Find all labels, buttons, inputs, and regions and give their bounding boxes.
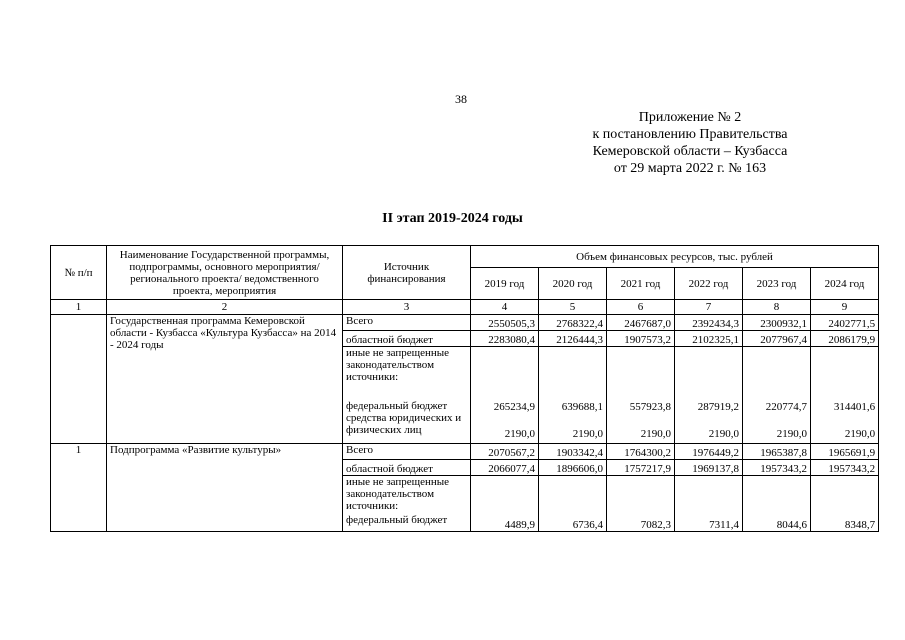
row-value: 1903342,4 — [539, 444, 607, 460]
header-name: Наименование Государственной программы, подпрограммы, основного мероприятия/регионального проекта/ ведомственного проекта, мероприятия — [107, 246, 343, 300]
column-number: 1 — [51, 300, 107, 315]
column-number: 3 — [343, 300, 471, 315]
row-value: 2768322,4 — [539, 315, 607, 331]
row-value: 2190,0 — [708, 428, 739, 440]
row-source: иные не запрещенные законодательством источники: — [346, 476, 450, 512]
row-value: 2190,0 — [640, 428, 671, 440]
stage-title: II этап 2019-2024 годы — [382, 211, 523, 226]
column-number: 4 — [471, 300, 539, 315]
header-num: № п/п — [51, 246, 107, 300]
value-cell — [743, 347, 811, 444]
row-value: 2550505,3 — [471, 315, 539, 331]
row-source: Всего — [343, 444, 471, 460]
row-value: 8044,6 — [743, 476, 811, 532]
row-value: 2392434,3 — [675, 315, 743, 331]
row-value: 2066077,4 — [471, 460, 539, 476]
row-value: 314401,6 — [833, 401, 876, 413]
row-source-group — [343, 347, 471, 444]
row-value: 1764300,2 — [607, 444, 675, 460]
row-value: 2086179,9 — [811, 331, 879, 347]
row-value: 2467687,0 — [607, 315, 675, 331]
row-value: 2070567,2 — [471, 444, 539, 460]
row-name: Государственная программа Кемеровской области - Кузбасса «Культура Кузбасса» на 2014 - 2024 годы — [107, 315, 343, 444]
table-row — [51, 444, 879, 460]
value-cell — [607, 347, 675, 444]
row-value: 557923,8 — [629, 401, 671, 413]
appendix-line-2: к постановлению Правительства — [592, 127, 788, 142]
appendix-line-4: от 29 марта 2022 г. № 163 — [613, 161, 767, 176]
row-value: 6736,4 — [539, 476, 607, 532]
header-source: Источник финансирования — [343, 246, 471, 300]
header-volume: Объем финансовых ресурсов, тыс. рублей — [471, 246, 879, 268]
row-source: Всего — [343, 315, 471, 331]
row-value: 1957343,2 — [811, 460, 879, 476]
row-value: 639688,1 — [561, 401, 603, 413]
table-row — [51, 315, 879, 331]
row-source: областной бюджет — [343, 331, 471, 347]
page-number: 38 — [455, 92, 467, 106]
row-num: 1 — [51, 444, 107, 532]
row-num — [51, 315, 107, 444]
header-year: 2023 год — [743, 268, 811, 300]
header-year: 2024 год — [811, 268, 879, 300]
row-value: 7311,4 — [675, 476, 743, 532]
header-year: 2022 год — [675, 268, 743, 300]
row-name: Подпрограмма «Развитие культуры» — [107, 444, 343, 532]
column-number: 9 — [811, 300, 879, 315]
row-value: 8348,7 — [811, 476, 879, 532]
row-value: 2190,0 — [504, 428, 535, 440]
column-number-row — [51, 300, 879, 315]
row-value: 1957343,2 — [743, 460, 811, 476]
header-row-1 — [51, 246, 879, 268]
row-value: 2190,0 — [844, 428, 876, 440]
row-source: областной бюджет — [343, 460, 471, 476]
row-value: 1757217,9 — [607, 460, 675, 476]
column-number: 8 — [743, 300, 811, 315]
row-source: федеральный бюджет — [346, 400, 448, 412]
value-cell — [539, 347, 607, 444]
row-source: средства юридических и физических лиц — [346, 412, 462, 436]
row-value: 1907573,2 — [607, 331, 675, 347]
row-source: иные не запрещенные законодательством источники: — [346, 347, 450, 383]
header-year: 2020 год — [539, 268, 607, 300]
row-value: 4489,9 — [471, 476, 539, 532]
value-cell — [811, 347, 879, 444]
appendix-line-1: Приложение № 2 — [638, 110, 742, 125]
header-year: 2021 год — [607, 268, 675, 300]
row-value: 1896606,0 — [539, 460, 607, 476]
row-value: 2102325,1 — [675, 331, 743, 347]
row-value: 2300932,1 — [743, 315, 811, 331]
value-cell — [675, 347, 743, 444]
row-value: 7082,3 — [607, 476, 675, 532]
row-value: 1976449,2 — [675, 444, 743, 460]
row-source: федеральный бюджет — [346, 514, 448, 526]
row-value: 265234,9 — [493, 401, 535, 413]
appendix-block — [520, 109, 860, 177]
header-year: 2019 год — [471, 268, 539, 300]
column-number: 5 — [539, 300, 607, 315]
row-value: 2190,0 — [572, 428, 603, 440]
financing-table — [50, 245, 879, 532]
value-cell — [471, 347, 539, 444]
column-number: 2 — [107, 300, 343, 315]
column-number: 7 — [675, 300, 743, 315]
appendix-line-3: Кемеровской области – Кузбасса — [592, 144, 788, 159]
row-value: 287919,2 — [697, 401, 739, 413]
row-value: 2126444,3 — [539, 331, 607, 347]
row-value: 2402771,5 — [811, 315, 879, 331]
row-value: 220774,7 — [765, 401, 807, 413]
column-number: 6 — [607, 300, 675, 315]
row-value: 2283080,4 — [471, 331, 539, 347]
row-source-group — [343, 476, 471, 532]
row-value: 1965691,9 — [811, 444, 879, 460]
row-value: 2077967,4 — [743, 331, 811, 347]
row-value: 1969137,8 — [675, 460, 743, 476]
row-value: 1965387,8 — [743, 444, 811, 460]
row-value: 2190,0 — [776, 428, 807, 440]
